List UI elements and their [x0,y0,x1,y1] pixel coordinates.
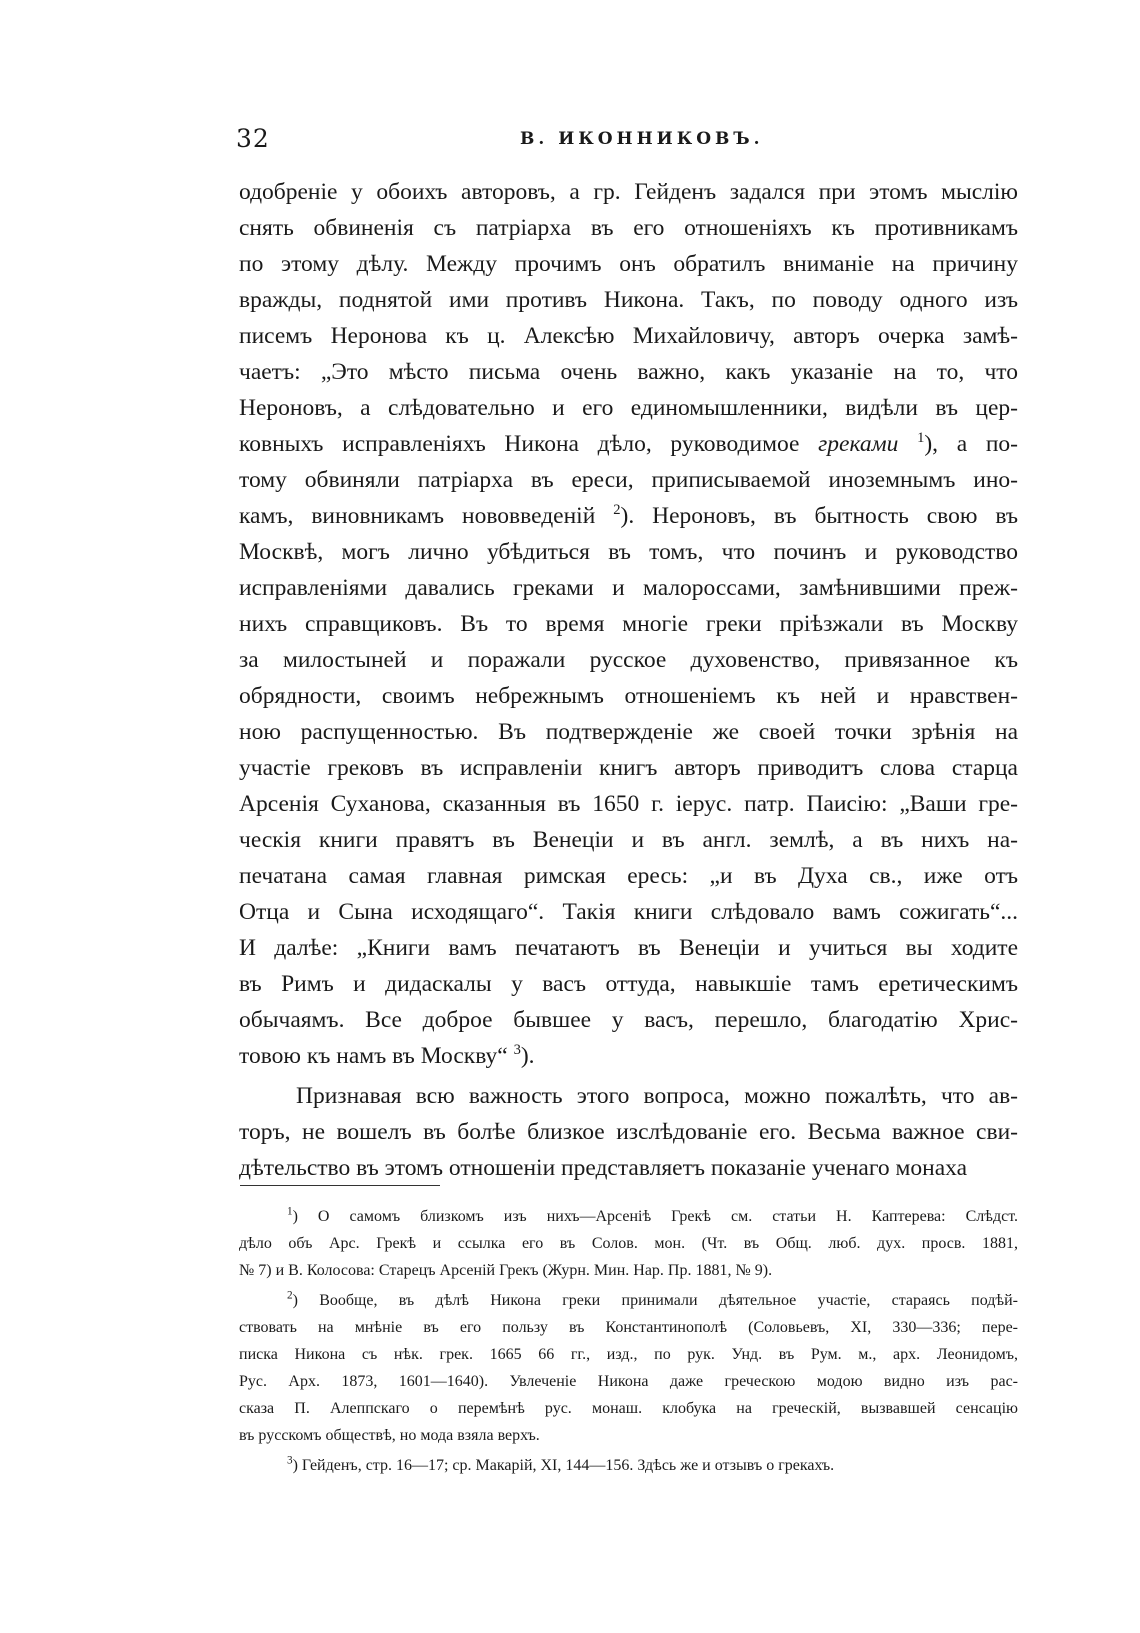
body-line: Арсенія Суханова, сказанныя въ 1650 г. іерус. патр. Паисію: „Ваши гре- [239,791,1018,817]
body-line: нихъ справщиковъ. Въ то время многіе греки пріѣзжали въ Москву [239,611,1018,637]
footnote-text: ) Вообще, въ дѣлѣ Никона греки принимали дѣятельное участіе, стараясь подѣй- [292,1292,1018,1309]
body-line [239,498,1018,534]
footnote-line: дѣло объ Арс. Грекѣ и ссылка его въ Солов. мон. (Чт. въ Общ. люб. дух. просв. 1881, [239,1235,1018,1252]
footnote-separator [240,1185,440,1186]
footnote-1 [239,1203,1018,1230]
body-line: Признавая всю важность этого вопроса, можно пожалѣть, что ав- [296,1083,1018,1109]
footnote-line: № 7) и В. Колосова: Старецъ Арсеній Грекъ (Журн. Мин. Нар. Пр. 1881, № 9). [239,1262,773,1279]
body-line: тому обвиняли патріарха въ ереси, приписываемой иноземнымъ ино- [239,467,1018,493]
body-line: въ Римъ и дидаскалы у васъ оттуда, навыкшіе тамъ еретическимъ [239,971,1018,997]
body-line: вражды, поднятой ими противъ Никона. Такъ, по поводу одного изъ [239,287,1018,313]
running-head: В. ИКОННИКОВЪ. [520,129,764,149]
body-line: Москвѣ, могъ лично убѣдиться въ томъ, что починъ и руководство [239,539,1018,565]
body-line: обрядности, своимъ небрежнымъ отношеніемъ къ ней и нравствен- [239,683,1018,709]
body-line: торъ, не вошелъ въ болѣе близкое изслѣдованіе его. Весьма важное сви- [239,1119,1018,1145]
body-line: ною распущенностью. Въ подтвержденіе же своей точки зрѣнія на [239,719,1018,745]
footnote-mark-3: 3 [287,1454,293,1467]
emphasis: греками [818,431,899,457]
body-line: исправленіями давались греками и малороссами, замѣнившими преж- [239,575,1018,601]
body-line: печатана самая главная римская ересь: „и въ Духа св., иже отъ [239,863,1018,889]
body-line: чаетъ: „Это мѣсто письма очень важно, какъ указаніе на то, что [239,359,1018,385]
footnote-2 [239,1287,1018,1314]
footnote-text: ) Гейденъ, стр. 16—17; ср. Макарій, XI, 144—156. Здѣсь же и отзывъ о грекахъ. [292,1457,835,1474]
text-run: камъ, виновникамъ нововведеній [239,503,596,529]
footnote-ref-3[interactable]: 3 [513,1042,521,1059]
body-line: ческія книги правятъ въ Венеціи и въ англ. землѣ, а въ нихъ на- [239,827,1018,853]
text-run: ). Нероновъ, въ бытность свою въ [620,503,1018,529]
footnote-ref-2[interactable]: 2 [613,502,621,519]
body-line [239,426,1018,462]
footnote-line: сказа П. Алеппскаго о перемѣнѣ рус. монаш. клобука на греческій, вызвавшей сенсацію [239,1400,1018,1417]
text-run: ), а по- [924,431,1018,457]
body-line: по этому дѣлу. Между прочимъ онъ обратилъ вниманіе на причину [239,251,1018,277]
footnote-line: ствовать на мнѣніе въ его пользу въ Константинополѣ (Соловьевъ, XI, 330—336; пере- [239,1319,1018,1336]
body-line: участіе грековъ въ исправленіи книгъ авторъ приводитъ слова старца [239,755,1018,781]
footnote-line: Рус. Арх. 1873, 1601—1640). Увлеченіе Никона даже греческою модою видно изъ рас- [239,1373,1018,1390]
footnote-line: въ русскомъ обществѣ, но мода взяла верхъ. [239,1427,540,1444]
footnote-text: ) О самомъ близкомъ изъ нихъ—Арсеніѣ Грекѣ см. статьи Н. Каптерева: Слѣдст. [292,1208,1018,1225]
body-line: Отца и Сына исходящаго“. Такія книги слѣдовало вамъ сожигать“... [239,899,1018,925]
footnote-ref-1[interactable]: 1 [917,430,925,447]
footnote-mark-2: 2 [287,1289,293,1302]
footnote-3 [239,1452,1018,1479]
text-run: товою къ намъ въ Москву“ [239,1043,514,1069]
body-line: дѣтельство въ этомъ отношеніи представляетъ показаніе ученаго монаха [239,1155,968,1181]
body-line: за милостыней и поражали русское духовенство, привязанное къ [239,647,1018,673]
footnote-line: писка Никона съ нѣк. грек. 1665 66 гг., изд., по рук. Унд. въ Рум. м., арх. Леонидомъ, [239,1346,1018,1363]
body-line [239,1038,1018,1074]
footnote-mark-1: 1 [287,1205,293,1218]
body-line: обычаямъ. Все доброе бывшее у васъ, перешло, благодатію Хрис- [239,1007,1018,1033]
body-line: Нероновъ, а слѣдовательно и его единомышленники, видѣли въ цер- [239,395,1018,421]
page-number: 32 [236,124,270,153]
text-run: ). [520,1043,535,1069]
body-line: И далѣе: „Книги вамъ печатаютъ въ Венеціи и учиться вы ходите [239,935,1018,961]
body-line: снять обвиненія съ патріарха въ его отношеніяхъ къ противникамъ [239,215,1018,241]
body-line: писемъ Неронова къ ц. Алексѣю Михайловичу, авторъ очерка замѣ- [239,323,1018,349]
text-run: ковныхъ исправленіяхъ Никона дѣло, руководимое [239,431,819,457]
body-line: одобреніе у обоихъ авторовъ, а гр. Гейденъ задался при этомъ мыслію [239,179,1018,205]
